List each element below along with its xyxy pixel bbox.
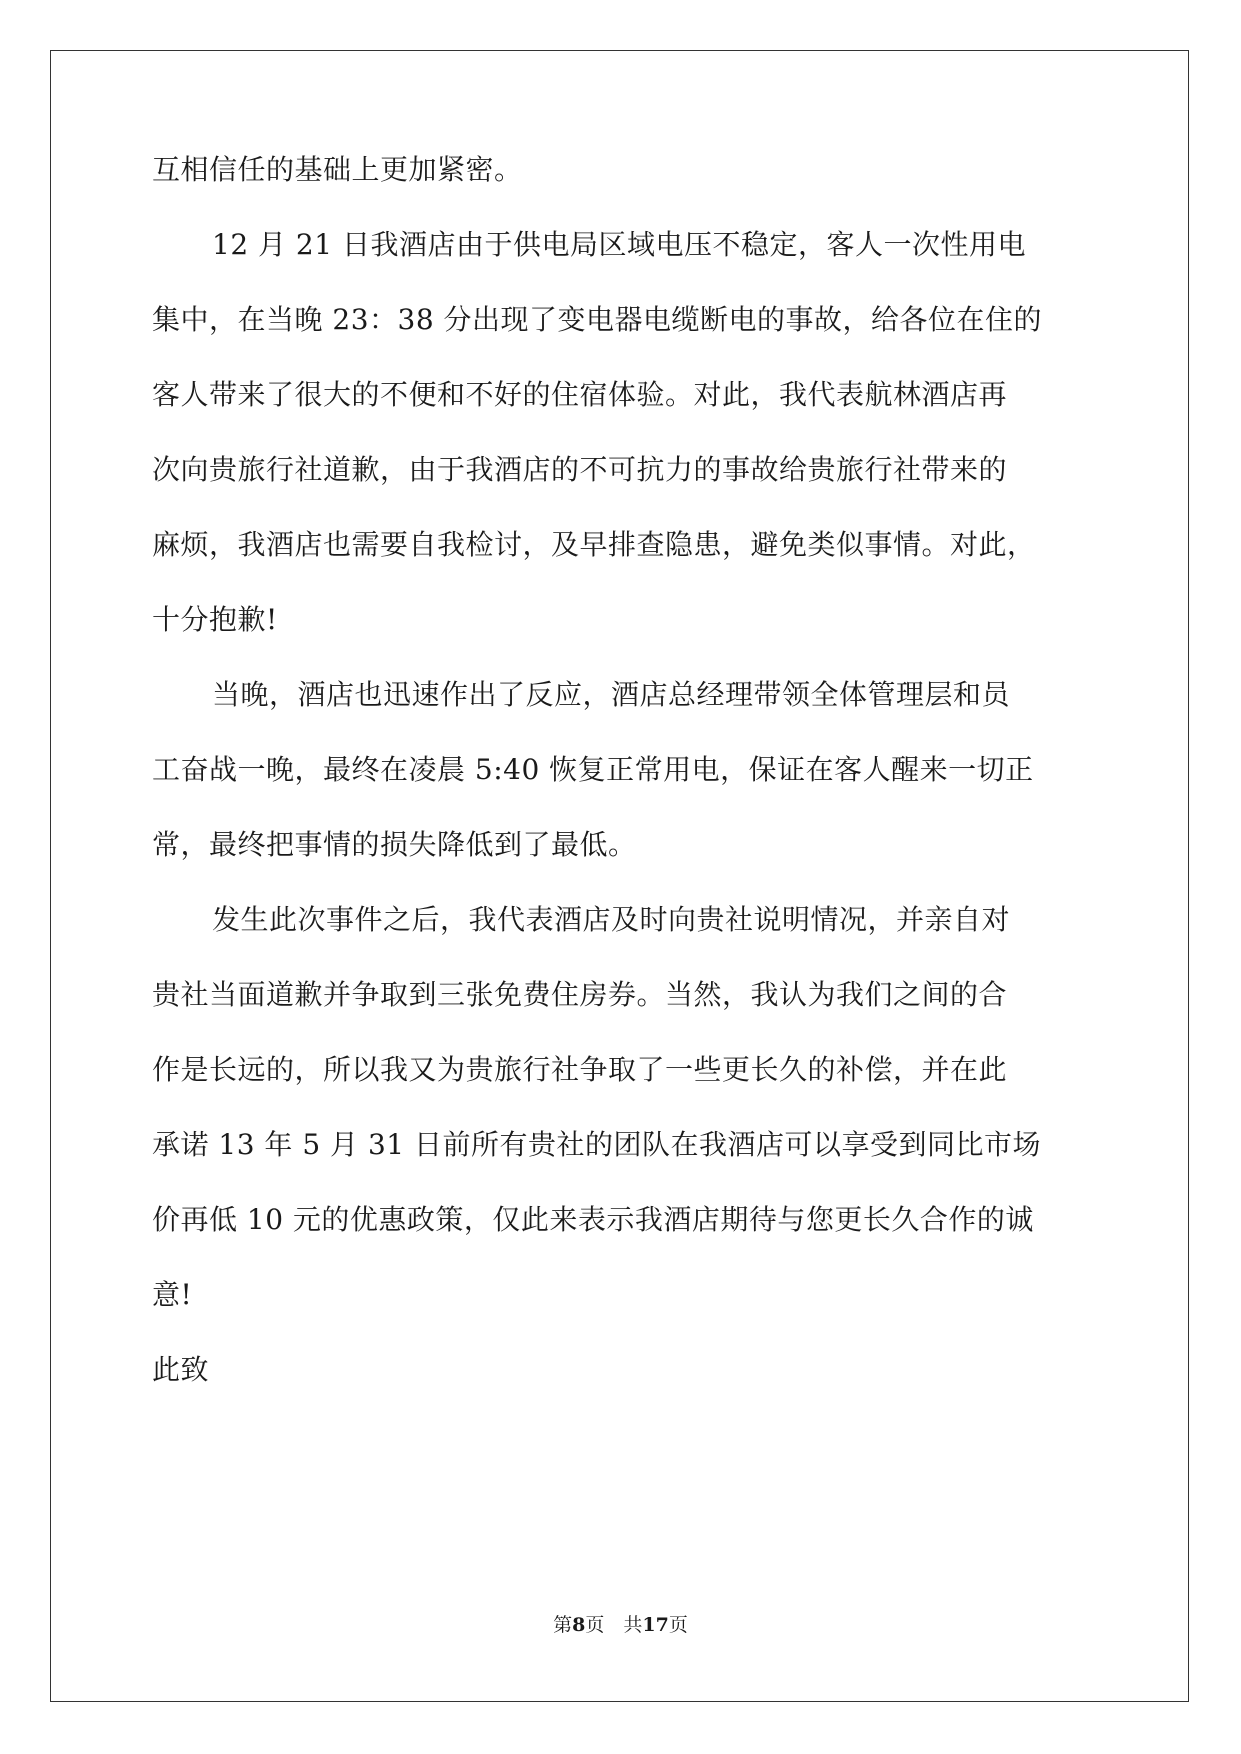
text-line: 承诺 13 年 5 月 31 日前所有贵社的团队在我酒店可以享受到同比市场 [152, 1128, 1041, 1161]
page-border [50, 50, 1189, 1702]
text-line: 贵社当面道歉并争取到三张免费住房券。当然，我认为我们之间的合 [152, 978, 1008, 1011]
closing-salutation: 此致 [152, 1353, 210, 1386]
footer-suffix: 页 [668, 1614, 688, 1636]
text-line: 发生此次事件之后，我代表酒店及时向贵社说明情况，并亲自对 [212, 903, 1011, 936]
page-footer [0, 1613, 1241, 1637]
text-line: 价再低 10 元的优惠政策，仅此来表示我酒店期待与您更长久合作的诚 [152, 1203, 1034, 1236]
text-line: 次向贵旅行社道歉，由于我酒店的不可抗力的事故给贵旅行社带来的 [152, 453, 1008, 486]
text-line: 当晚，酒店也迅速作出了反应，酒店总经理带领全体管理层和员 [212, 678, 1011, 711]
current-page-number: 8 [572, 1614, 586, 1636]
text-line: 意! [152, 1278, 193, 1311]
text-line: 作是长远的，所以我又为贵旅行社争取了一些更长久的补偿，并在此 [152, 1053, 1008, 1086]
text-line: 常，最终把事情的损失降低到了最低。 [152, 828, 637, 861]
text-line: 工奋战一晚，最终在凌晨 5:40 恢复正常用电，保证在客人醒来一切正 [152, 753, 1034, 786]
text-line: 互相信任的基础上更加紧密。 [152, 153, 523, 186]
text-line: 12 月 21 日我酒店由于供电局区域电压不稳定，客人一次性用电 [212, 228, 1026, 261]
total-page-count: 17 [642, 1614, 669, 1636]
footer-middle: 页 共 [585, 1614, 643, 1636]
text-line: 客人带来了很大的不便和不好的住宿体验。对此，我代表航林酒店再 [152, 378, 1008, 411]
text-line: 麻烦，我酒店也需要自我检讨，及早排查隐患，避免类似事情。对此， [152, 528, 1036, 561]
text-line: 十分抱歉! [152, 603, 278, 636]
text-line: 集中，在当晚 23：38 分出现了变电器电缆断电的事故，给各位在住的 [152, 303, 1043, 336]
footer-prefix: 第 [553, 1614, 573, 1636]
